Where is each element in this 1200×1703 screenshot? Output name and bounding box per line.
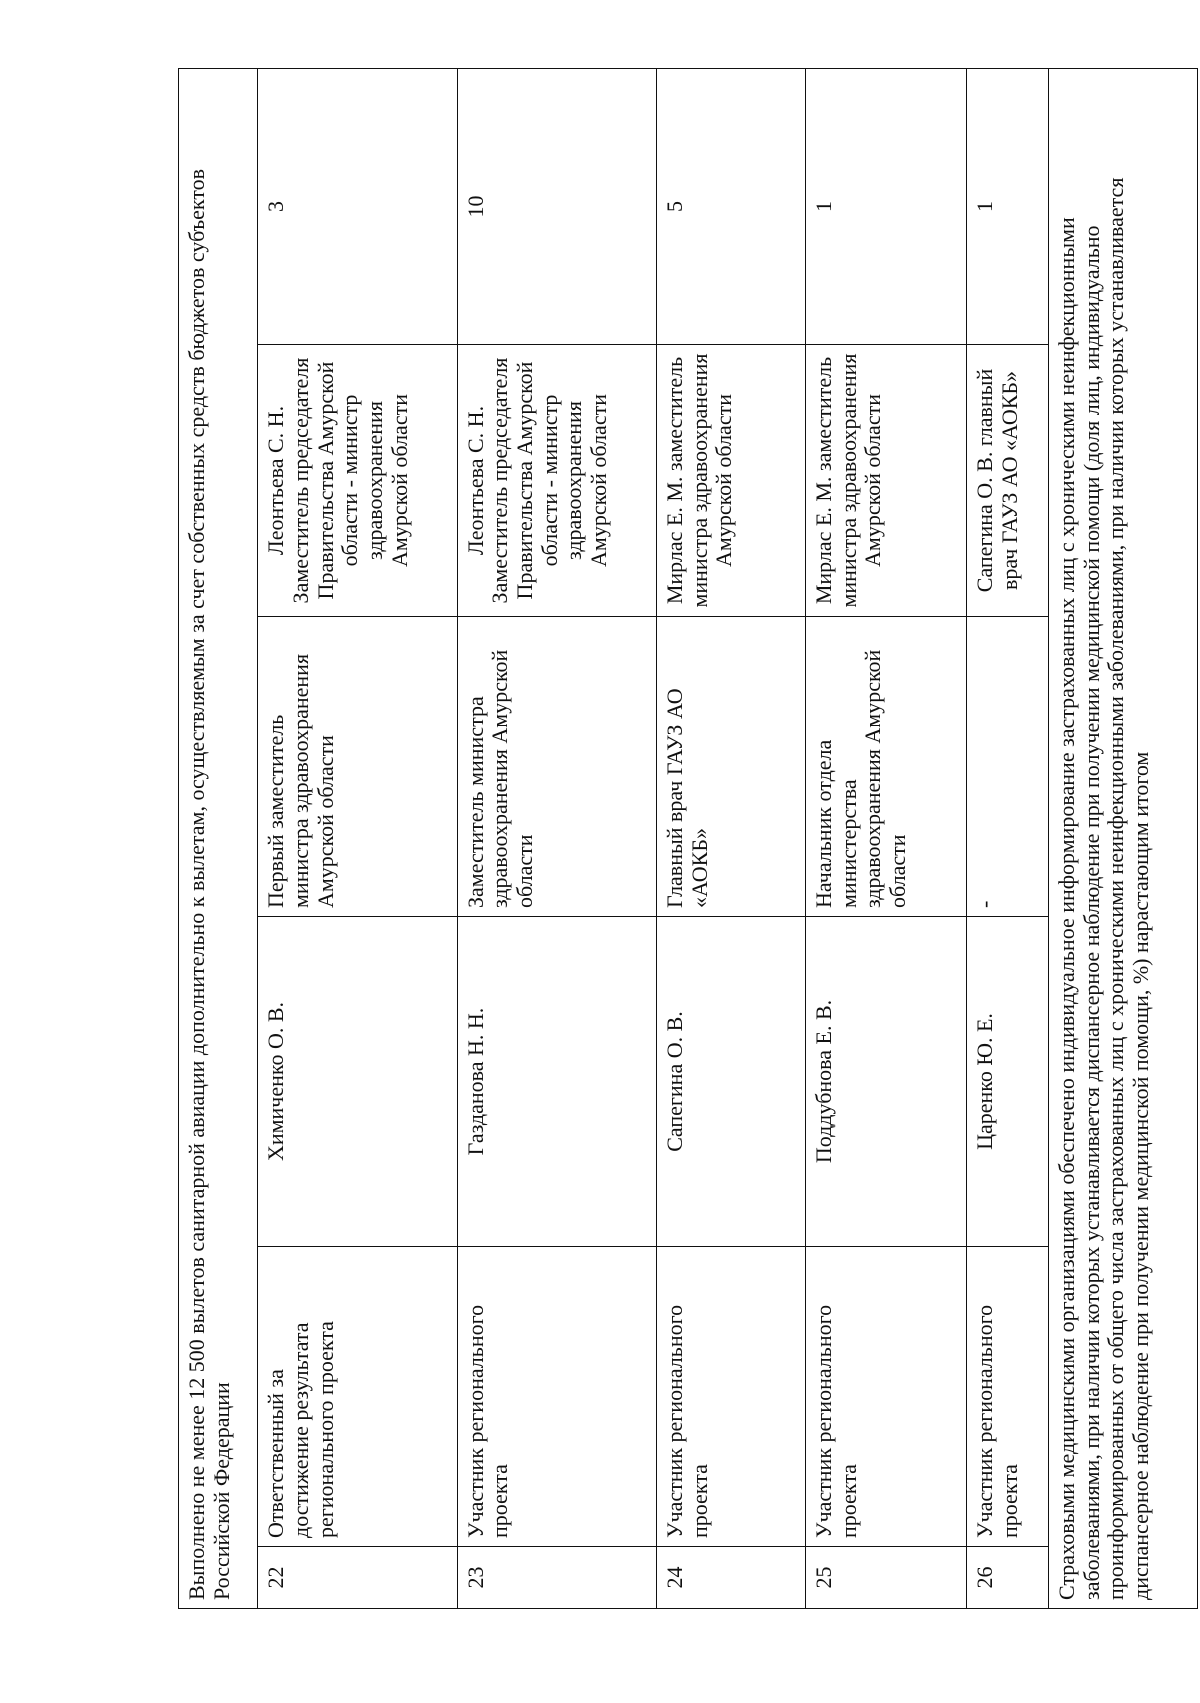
table-row [657, 68, 806, 1608]
row-number: 22 [258, 1547, 457, 1609]
row-supervisor: Леонтьева С. Н. Заместитель председателя Правительства Амурской области - министр здравоохранения Амурской области [457, 345, 656, 617]
row-position: Начальник отдела министерства здравоохранения Амурской области [806, 617, 967, 917]
row-position: Заместитель министра здравоохранения Амурской области [457, 617, 656, 917]
row-number: 24 [657, 1547, 806, 1609]
row-number: 26 [967, 1547, 1049, 1609]
table-row [457, 68, 656, 1608]
row-position: Главный врач ГАУЗ АО «АОКБ» [657, 617, 806, 917]
row-number: 25 [806, 1547, 967, 1609]
project-participants-table [178, 68, 1198, 1609]
rotated-document-page [178, 69, 1198, 1609]
row-load: 5 [657, 68, 806, 344]
row-load: 3 [258, 68, 457, 344]
table-row [806, 68, 967, 1608]
row-load: 1 [806, 68, 967, 344]
row-load: 10 [457, 68, 656, 344]
table-row [258, 68, 457, 1608]
row-name: Сапегина О. В. [657, 917, 806, 1247]
row-role: Участник регионального проекта [457, 1247, 656, 1547]
row-role: Ответственный за достижение результата регионального проекта [258, 1247, 457, 1547]
next-section-header: Страховыми медицинскими организациями обеспечено индивидуальное информирование застрахованных лиц с хроническими неинфекционными заболеваниями, при наличии которых устанавливается диспансерное наблюдение при получении медицинской помощи (доля лиц, индивидуально проинформированных от общего числа застрахованных лиц с хроническими неинфекционными заболеваниями, при наличии которых устанавливается диспансерное наблюдение при получении медицинской помощи, %) нарастающим итогом [1049, 68, 1198, 1608]
row-role: Участник регионального проекта [657, 1247, 806, 1547]
row-position: - [967, 617, 1049, 917]
row-number: 23 [457, 1547, 656, 1609]
row-position: Первый заместитель министра здравоохранения Амурской области [258, 617, 457, 917]
row-supervisor: Сапегина О. В. главный врач ГАУЗ АО «АОКБ» [967, 345, 1049, 617]
row-name: Химиченко О. В. [258, 917, 457, 1247]
section-header: Выполнено не менее 12 500 вылетов санитарной авиации дополнительно к вылетам, осуществляемым за счет собственных средств бюджетов субъектов Российской Федерации [179, 68, 258, 1608]
row-load: 1 [967, 68, 1049, 344]
table-row [967, 68, 1049, 1608]
row-name: Царенко Ю. Е. [967, 917, 1049, 1247]
row-name: Газданова Н. Н. [457, 917, 656, 1247]
row-supervisor: Леонтьева С. Н. Заместитель председателя Правительства Амурской области - министр здравоохранения Амурской области [258, 345, 457, 617]
row-supervisor: Мирлас Е. М. заместитель министра здравоохранения Амурской области [806, 345, 967, 617]
row-supervisor: Мирлас Е. М. заместитель министра здравоохранения Амурской области [657, 345, 806, 617]
row-role: Участник регионального проекта [967, 1247, 1049, 1547]
row-role: Участник регионального проекта [806, 1247, 967, 1547]
row-name: Поддубнова Е. В. [806, 917, 967, 1247]
